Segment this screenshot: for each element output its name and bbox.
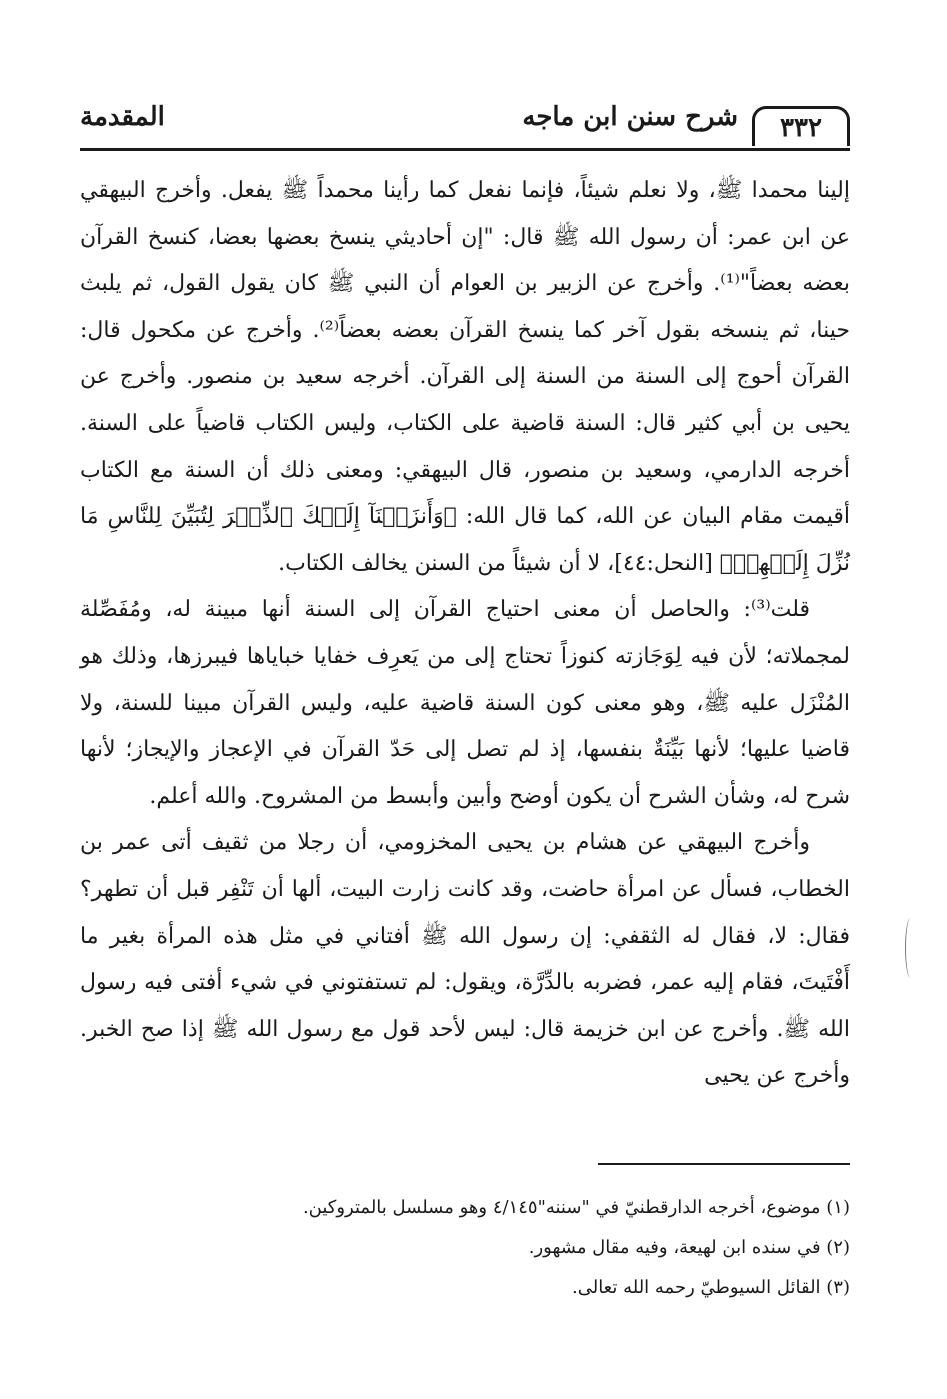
- book-title: شرح سنن ابن ماجه: [522, 102, 738, 132]
- paragraph-2: قلت⁽³⁾: والحاصل أن معنى احتياج القرآن إلى السنة أنها مبينة له، ومُفَصِّلة لمجملاته؛ لأن فيه لِوَجَازته كنوزاً تحتاج إلى من يَعرِف خفايا خباياها فيبرزها، وذلك هو المُنْزَل عليه ﷺ، وهو معنى كون السنة قاضية عليه، وليس القرآن مبينا للسنة، ولا قاضيا عليها؛ لأنها بَيِّنَةٌ بنفسها، إذ لم تصل إلى حَدّ القرآن في الإعجاز والإيجاز؛ لأنها شرح له، وشأن الشرح أن يكون أوضح وأبين وأبسط من المشروح. والله أعلم.: [80, 597, 850, 809]
- margin-mark: [905, 918, 916, 978]
- footnote-1: (١) موضوع، أخرجه الدارقطنيّ في "سننه"٤/١٤٥ وهو مسلسل بالمتروكين.: [302, 1197, 850, 1218]
- footnote-3: (٣) القائل السيوطيّ رحمه الله تعالى.: [571, 1277, 850, 1298]
- footnotes: [80, 1188, 850, 1308]
- footnote-rule: [598, 1163, 850, 1165]
- footnote-2: (٢) في سنده ابن لهيعة، وفيه مقال مشهور.: [528, 1237, 850, 1258]
- page-number: ٣٣٢: [752, 106, 850, 146]
- header-rule: [80, 148, 850, 151]
- paragraph-3: وأخرج البيهقي عن هشام بن يحيى المخزومي، أن رجلا من ثقيف أتى عمر بن الخطاب، فسأل عن امرأة حاضت، وقد كانت زارت البيت، ألها أن تَنْفِر قبل أن تطهر؟ فقال: لا، فقال له الثقفي: إن رسول الله ﷺ أفتاني في مثل هذه المرأة بغير ما أَفْتَيتَ، فقام إليه عمر، فضربه بالدِّرَّة، ويقول: لم تستفتوني في شيء أفتى فيه رسول الله ﷺ. وأخرج عن ابن خزيمة قال: ليس لأحد قول مع رسول الله ﷺ إذا صح الخبر. وأخرج عن يحيى: [80, 830, 850, 1089]
- paragraph-1: إلينا محمدا ﷺ، ولا نعلم شيئاً، فإنما نفعل كما رأينا محمداً ﷺ يفعل. وأخرج البيهقي عن ابن عمر: أن رسول الله ﷺ قال: "إن أحاديثي ينسخ بعضها بعضا، كنسخ القرآن بعضه بعضاً"⁽¹⁾. وأخرج عن الزبير بن العوام أن النبي ﷺ كان يقول القول، ثم يلبث حينا، ثم ينسخه بقول آخر كما ينسخ القرآن بعضه بعضاً⁽²⁾. وأخرج عن مكحول قال: القرآن أحوج إلى السنة من السنة إلى القرآن. أخرجه سعيد بن منصور. وأخرج عن يحيى بن أبي كثير قال: السنة قاضية على الكتاب، وليس الكتاب قاضياً على السنة. أخرجه الدارمي، وسعيد بن منصور، قال البيهقي: ومعنى ذلك أن السنة مع الكتاب أقيمت مقام البيان عن الله، كما قال الله: ﴿وَأَنزَلۡنَآ إِلَيۡكَ ٱلذِّكۡرَ لِتُبَيِّنَ لِلنَّاسِ مَا نُزِّلَ إِلَيۡهِمۡ﴾ [النحل:٤٤]، لا أن شيئاً من السنن يخالف الكتاب.: [80, 178, 850, 576]
- page-header: [80, 92, 850, 148]
- section-title: المقدمة: [80, 102, 165, 132]
- main-text: [80, 168, 850, 1100]
